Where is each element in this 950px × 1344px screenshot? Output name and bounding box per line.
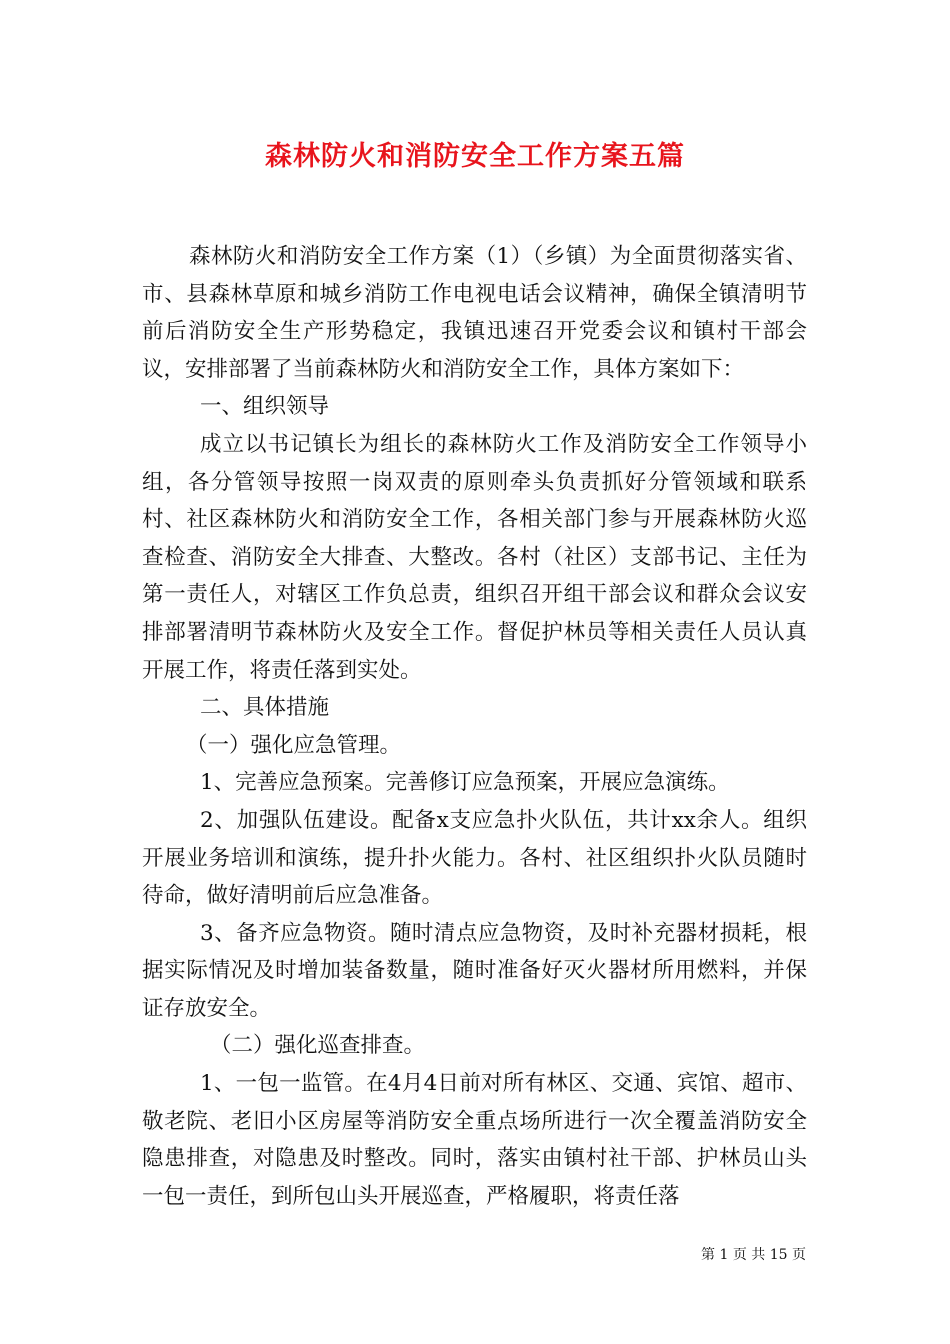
organization-paragraph: 成立以书记镇长为组长的森林防火工作及消防安全工作领导小组，各分管领导按照一岗双责的原则牵头负责抓好分管领域和联系村、社区森林防火和消防安全工作，各相关部门参与开展森林防火巡查检查、消防安全大排查、大整改。各村（社区）支部书记、主任为第一责任人，对辖区工作负总责，组织召开组干部会议和群众会议安排部署清明节森林防火及安全工作。督促护林员等相关责任人员认真开展工作，将责任落到实处。: [142, 431, 807, 683]
page-number-footer: 第 1 页 共 15 页: [701, 1247, 806, 1263]
measure-item-1: 1、完善应急预案。完善修订应急预案，开展应急演练。: [200, 770, 730, 796]
subsection-heading-emergency: （一）强化应急管理。: [186, 732, 402, 758]
intro-paragraph: 森林防火和消防安全工作方案（1）（乡镇）为全面贯彻落实省、市、县森林草原和城乡消防工作电视电话会议精神，确保全镇清明节前后消防安全生产形势稳定，我镇迅速召开党委会议和镇村干部会议，安排部署了当前森林防火和消防安全工作，具体方案如下：: [142, 244, 807, 382]
section-heading-measures: 二、具体措施: [200, 695, 330, 721]
inspection-item-1: 1、一包一监管。在4月4日前对所有林区、交通、宾馆、超市、敬老院、老旧小区房屋等消防安全重点场所进行一次全覆盖消防安全隐患排查，对隐患及时整改。同时，落实由镇村社干部、护林员山头一包一责任，到所包山头开展巡查，严格履职，将责任落: [142, 1071, 807, 1209]
document-title: 森林防火和消防安全工作方案五篇: [265, 141, 685, 172]
measure-item-3: 3、备齐应急物资。随时清点应急物资，及时补充器材损耗，根据实际情况及时增加装备数量，随时准备好灭火器材所用燃料，并保证存放安全。: [142, 920, 807, 1021]
measure-item-2: 2、加强队伍建设。配备x支应急扑火队伍，共计xx余人。组织开展业务培训和演练，提升扑火能力。各村、社区组织扑火队员随时待命，做好清明前后应急准备。: [142, 807, 807, 909]
document-body: [142, 238, 807, 1215]
subsection-heading-inspection: （二）强化巡查排查。: [210, 1033, 426, 1059]
section-heading-organization: 一、组织领导: [200, 394, 330, 420]
